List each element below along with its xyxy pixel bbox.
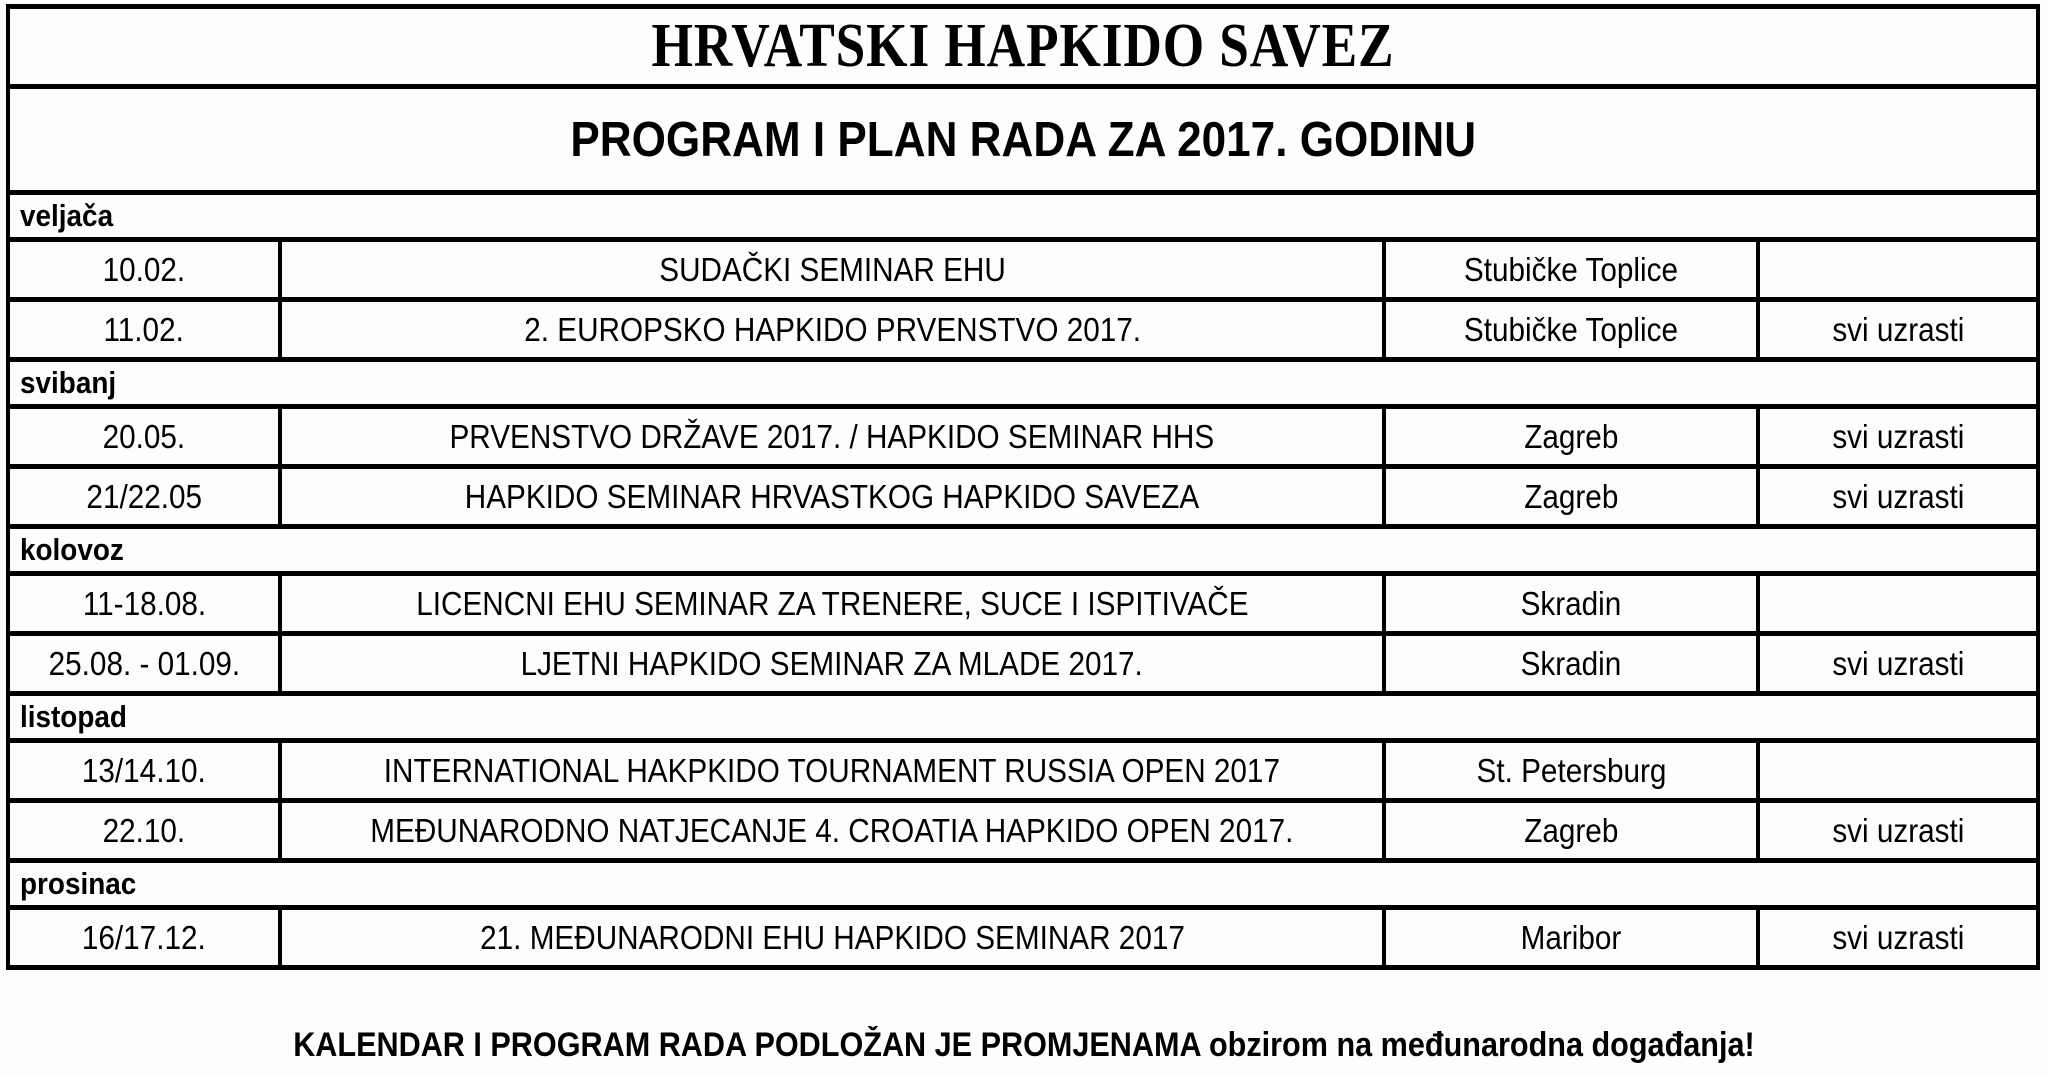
table-row xyxy=(8,908,2038,968)
location-value: Skradin xyxy=(1520,644,1622,682)
ages-cell xyxy=(1758,467,2038,527)
ages-value: svi uzrasti xyxy=(1831,918,1964,956)
table-row xyxy=(8,634,2038,694)
location-value: Zagreb xyxy=(1524,417,1619,455)
ages-cell xyxy=(1758,741,2038,801)
location-value: Zagreb xyxy=(1524,811,1619,849)
ages-value: svi uzrasti xyxy=(1831,417,1964,455)
date-value: 22.10. xyxy=(102,811,186,849)
location-cell xyxy=(1384,741,1758,801)
ages-cell xyxy=(1758,634,2038,694)
month-label: listopad xyxy=(20,699,127,734)
month-label: kolovoz xyxy=(20,532,124,567)
event-value: LICENCNI EHU SEMINAR ZA TRENERE, SUCE I ISPITIVAČE xyxy=(416,584,1249,622)
event-cell xyxy=(280,908,1384,968)
subtitle-row xyxy=(8,87,2038,193)
event-value: 2. EUROPSKO HAPKIDO PRVENSTVO 2017. xyxy=(523,310,1141,348)
ages-cell xyxy=(1758,240,2038,300)
date-value: 11.02. xyxy=(103,310,185,348)
month-header-kolovoz xyxy=(8,527,2038,574)
location-value: Zagreb xyxy=(1524,477,1619,515)
date-cell xyxy=(8,240,280,300)
date-value: 16/17.12. xyxy=(82,918,206,956)
document-subtitle: PROGRAM I PLAN RADA ZA 2017. GODINU xyxy=(570,112,1476,167)
date-value: 20.05. xyxy=(102,417,186,455)
location-cell xyxy=(1384,467,1758,527)
table-row xyxy=(8,300,2038,360)
ages-cell xyxy=(1758,908,2038,968)
date-value: 21/22.05 xyxy=(86,477,202,515)
location-cell xyxy=(1384,908,1758,968)
date-cell xyxy=(8,634,280,694)
event-value: MEĐUNARODNO NATJECANJE 4. CROATIA HAPKIDO OPEN 2017. xyxy=(370,811,1294,849)
document-title-cell xyxy=(8,7,2038,87)
document-subtitle-cell xyxy=(8,87,2038,193)
ages-value: svi uzrasti xyxy=(1831,310,1964,348)
location-cell xyxy=(1384,240,1758,300)
document-title: HRVATSKI HAPKIDO SAVEZ xyxy=(651,12,1395,80)
month-label: prosinac xyxy=(20,866,137,901)
location-cell xyxy=(1384,634,1758,694)
footer-note-text: KALENDAR I PROGRAM RADA PODLOŽAN JE PROMJENAMA obzirom na međunarodna događanja! xyxy=(293,1026,1755,1064)
ages-value: svi uzrasti xyxy=(1831,811,1964,849)
location-value: Skradin xyxy=(1520,584,1622,622)
location-value: Maribor xyxy=(1520,918,1622,956)
month-header-prosinac xyxy=(8,861,2038,908)
date-cell xyxy=(8,908,280,968)
date-cell xyxy=(8,741,280,801)
event-value: LJETNI HAPKIDO SEMINAR ZA MLADE 2017. xyxy=(521,644,1144,682)
table-row xyxy=(8,801,2038,861)
ages-value: svi uzrasti xyxy=(1831,477,1964,515)
location-cell xyxy=(1384,407,1758,467)
ages-cell xyxy=(1758,300,2038,360)
location-value: Stubičke Toplice xyxy=(1464,250,1679,288)
ages-cell xyxy=(1758,407,2038,467)
program-table xyxy=(6,4,2040,970)
event-cell xyxy=(280,634,1384,694)
event-cell xyxy=(280,407,1384,467)
location-cell xyxy=(1384,801,1758,861)
event-cell xyxy=(280,574,1384,634)
event-value: INTERNATIONAL HAKPKIDO TOURNAMENT RUSSIA OPEN 2017 xyxy=(384,751,1281,789)
date-cell xyxy=(8,407,280,467)
month-label: veljača xyxy=(20,198,114,233)
date-cell xyxy=(8,300,280,360)
ages-cell xyxy=(1758,574,2038,634)
ages-cell xyxy=(1758,801,2038,861)
event-value: SUDAČKI SEMINAR EHU xyxy=(658,250,1006,288)
month-label: svibanj xyxy=(20,365,117,400)
location-value: Stubičke Toplice xyxy=(1464,310,1679,348)
date-cell xyxy=(8,467,280,527)
month-header-listopad xyxy=(8,694,2038,741)
event-cell xyxy=(280,467,1384,527)
event-cell xyxy=(280,801,1384,861)
event-cell xyxy=(280,300,1384,360)
table-row xyxy=(8,407,2038,467)
event-cell xyxy=(280,240,1384,300)
date-value: 11-18.08. xyxy=(82,584,206,622)
date-cell xyxy=(8,574,280,634)
location-cell xyxy=(1384,300,1758,360)
event-value: HAPKIDO SEMINAR HRVASTKOG HAPKIDO SAVEZA xyxy=(464,477,1200,515)
event-value: 21. MEĐUNARODNI EHU HAPKIDO SEMINAR 2017 xyxy=(479,918,1185,956)
date-cell xyxy=(8,801,280,861)
title-row xyxy=(8,7,2038,87)
event-cell xyxy=(280,741,1384,801)
month-header-svibanj xyxy=(8,360,2038,407)
table-row xyxy=(8,467,2038,527)
ages-value: svi uzrasti xyxy=(1831,644,1964,682)
date-value: 25.08. - 01.09. xyxy=(48,644,240,682)
month-header-veljaca xyxy=(8,193,2038,240)
table-row xyxy=(8,574,2038,634)
footer-note xyxy=(0,1026,2048,1065)
location-value: St. Petersburg xyxy=(1476,751,1667,789)
table-row xyxy=(8,741,2038,801)
event-value: PRVENSTVO DRŽAVE 2017. / HAPKIDO SEMINAR HHS xyxy=(449,417,1215,455)
date-value: 13/14.10. xyxy=(82,751,206,789)
table-row xyxy=(8,240,2038,300)
date-value: 10.02. xyxy=(102,250,186,288)
location-cell xyxy=(1384,574,1758,634)
